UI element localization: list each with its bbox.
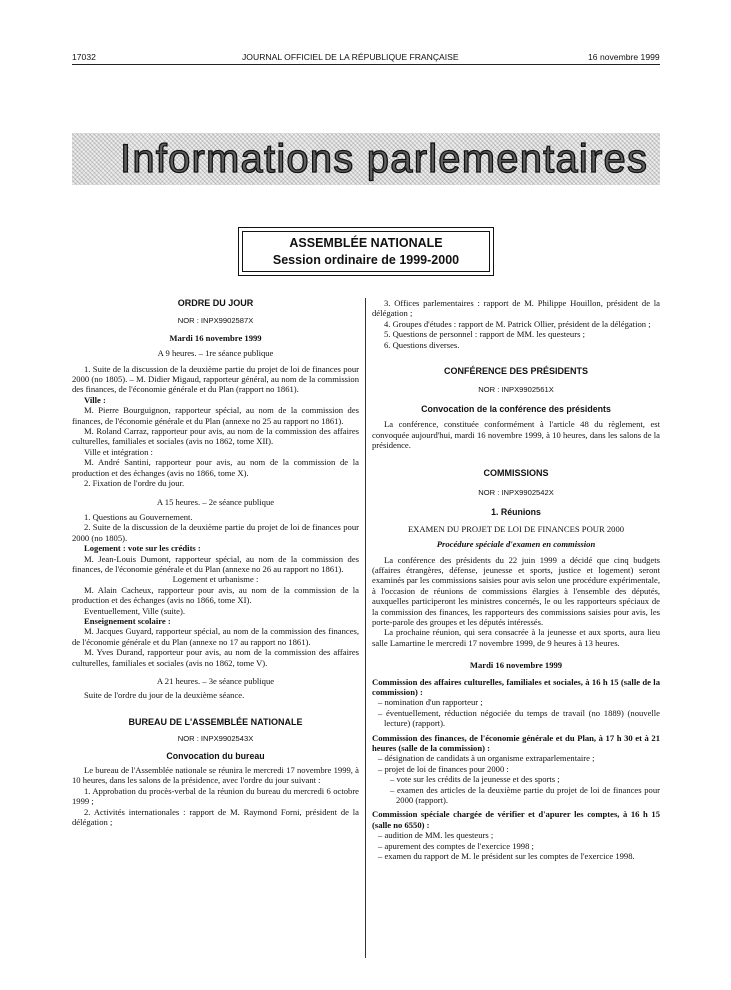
logement-label: Logement : vote sur les crédits : <box>84 543 201 554</box>
comm-title: COMMISSIONS <box>483 468 549 479</box>
eventuellement: Eventuellement, Ville (suite). <box>84 605 185 616</box>
ville-p3: M. André Santini, rapporteur pour avis, au nom de la commission de la production et des échanges (avis no 1866, tome X). <box>72 457 359 478</box>
examen-title: EXAMEN DU PROJET DE LOI DE FINANCES POUR 2000 <box>407 523 625 534</box>
conf-title: CONFÉRENCE DES PRÉSIDENTS <box>443 366 589 377</box>
page-number: 17032 <box>72 52 96 62</box>
item5: 5. Questions de personnel : rapport de MM. les questeurs ; <box>384 329 585 340</box>
conf-nor: NOR : INPX9902561X <box>478 385 554 395</box>
fin-d3: – vote sur les crédits de la jeunesse et des sports ; <box>390 774 560 785</box>
ville-p1: M. Pierre Bourguignon, rapporteur spécial, au nom de la commission des finances, de l'économie générale et du Plan (annexe no 25 au rapport no 1861). <box>72 405 359 426</box>
ordre-nor: NOR : INPX9902587X <box>177 316 254 326</box>
fin-head: Commission des finances, de l'économie générale et du Plan, à 17 h 30 et à 21 heures (salle de la commission) : <box>372 732 660 753</box>
item4: 4. Groupes d'études : rapport de M. Patrick Ollier, président de la délégation ; <box>384 318 651 329</box>
mardi-date: Mardi 16 novembre 1999 <box>469 660 563 671</box>
s2-time: A 15 heures. – 2e séance publique <box>156 496 275 507</box>
s2-item2: 2. Suite de la discussion de la deuxième partie du projet de loi de finances pour 2000 (no 1805). <box>72 522 359 543</box>
conf-text: La conférence, constituée conformément à l'article 48 du règlement, est convoquée aujourd'hui, mardi 16 novembre 1999, à 10 heures, dans les salons de la présidence. <box>372 419 660 451</box>
bureau-nor: NOR : INPX9902543X <box>177 734 254 744</box>
ens-p2: M. Yves Durand, rapporteur pour avis, au nom de la commission des affaires culturelles, familiales et sociales (avis no 1862, tome V). <box>72 647 359 668</box>
cult-d1: – nomination d'un rapporteur ; <box>378 697 483 708</box>
fin-d2: – projet de loi de finances pour 2000 : <box>378 763 509 774</box>
s2-item1: 1. Questions au Gouvernement. <box>84 511 193 522</box>
procedure-title: Procédure spéciale d'examen en commission <box>436 539 596 550</box>
column-rule <box>365 298 366 958</box>
ville-p2: M. Roland Carraz, rapporteur pour avis, au nom de la commission des affaires culturelles, familiales et sociales (avis no 1862, tome XII). <box>72 426 359 447</box>
conf-sub: Convocation de la conférence des présidents <box>421 403 611 414</box>
proc-p2: La prochaine réunion, qui sera consacrée à la jeunesse et aux sports, aura lieu salle Lamartine le mercredi 17 novembre 1999, de 9 heures à 13 heures. <box>372 627 660 648</box>
bureau-sub: Convocation du bureau <box>166 750 265 761</box>
left-column <box>72 298 359 827</box>
ens-label: Enseignement scolaire : <box>84 615 171 626</box>
spec-d3: – examen du rapport de M. le président sur les comptes de l'exercice 1998. <box>378 851 635 862</box>
spec-d1: – audition de MM. les questeurs ; <box>378 830 494 841</box>
journal-title: JOURNAL OFFICIEL DE LA RÉPUBLIQUE FRANÇAISE <box>242 52 459 62</box>
fin-d4: – examen des articles de la deuxième partie du projet de loi de finances pour 2000 (rapport). <box>390 784 660 806</box>
spec-d2: – apurement des comptes de l'exercice 1998 ; <box>378 840 534 851</box>
ordre-title: ORDRE DU JOUR <box>177 298 254 308</box>
s1-item2: 2. Fixation de l'ordre du jour. <box>84 478 185 489</box>
banner-title: Informations parlementaires <box>120 137 649 181</box>
comm-nor: NOR : INPX9902542X <box>478 487 554 497</box>
right-column <box>372 298 660 861</box>
issue-date: 16 novembre 1999 <box>588 52 660 62</box>
assembly-box <box>238 227 494 276</box>
cult-head: Commission des affaires culturelles, familiales et sociales, à 16 h 15 (salle de la commission) : <box>372 676 660 697</box>
ville-label: Ville : <box>84 394 106 405</box>
bureau-item1: 1. Approbation du procès-verbal de la réunion du bureau du mercredi 6 octobre 1999 ; <box>72 785 359 807</box>
assembly-title: ASSEMBLÉE NATIONALE <box>289 236 443 250</box>
s3-text: Suite de l'ordre du jour de la deuxième séance. <box>84 690 245 701</box>
section-banner <box>72 133 660 185</box>
ville-integ: Ville et intégration : <box>84 446 153 457</box>
logement-urb: Logement et urbanisme : <box>172 574 259 585</box>
bureau-text: Le bureau de l'Assemblée nationale se réunira le mercredi 17 novembre 1999, à 10 heures, dans les salons de la présidence, avec l'ordre du jour suivant : <box>72 765 359 786</box>
bureau-title: BUREAU DE L'ASSEMBLÉE NATIONALE <box>128 716 303 727</box>
ordre-date: Mardi 16 novembre 1999 <box>169 332 262 343</box>
s1-item1: 1. Suite de la discussion de la deuxième partie du projet de loi de finances pour 2000 (no 1805). – M. Didier Migaud, rapporteur général, au nom de la commission des finances, de l'économie générale et du Plan (rapport no 1861). <box>72 363 359 395</box>
ens-p1: M. Jacques Guyard, rapporteur spécial, au nom de la commission des finances, de l'économie générale et du Plan (annexe no 17 au rapport no 1861). <box>72 626 359 647</box>
cult-d2: – éventuellement, réduction négociée du temps de travail (no 1889) (nouvelle lecture) (rapport). <box>378 707 660 729</box>
header-rule <box>72 64 660 65</box>
logement-p1: M. Jean-Louis Dumont, rapporteur spécial, au nom de la commission des finances, de l'économie générale et du Plan (annexe no 26 au rapport no 1861). <box>72 553 359 574</box>
proc-p1: La conférence des présidents du 22 juin 1999 a décidé que cinq budgets (affaires étrangères, défense, jeunesse et sports, justice et logement) seront examinés par les commissions saisies pour avis selon une procédure expérimentale, à l'occasion de réunions de commissions élargies à l'ensemble des députés, auxquelles participeront les ministres concernés, le ou les rapporteurs spéciaux de la commission des finances, les rapporteurs des commissions saisies pour avis, les porte-parole des groupes et les députés intéressés. <box>372 554 660 627</box>
fin-d1: – désignation de candidats à un organisme extraparlementaire ; <box>378 753 595 764</box>
logement-p2: M. Alain Cacheux, rapporteur pour avis, au nom de la commission de la production et des échanges (avis no 1866, tome XI). <box>72 584 359 606</box>
item6: 6. Questions diverses. <box>384 339 460 350</box>
item3: 3. Offices parlementaires : rapport de M. Philippe Houillon, président de la délégation ; <box>372 298 660 319</box>
spec-head: Commission spéciale chargée de vérifier et d'apurer les comptes, à 16 h 15 (salle no 6550) : <box>372 809 660 830</box>
reunions-title: 1. Réunions <box>491 507 541 518</box>
s3-time: A 21 heures. – 3e séance publique <box>156 676 275 686</box>
session-title: Session ordinaire de 1999-2000 <box>272 253 460 267</box>
bureau-item2: 2. Activités internationales : rapport de M. Raymond Forni, président de la délégation ; <box>72 806 359 828</box>
s1-time: A 9 heures. – 1re séance publique <box>157 348 274 359</box>
